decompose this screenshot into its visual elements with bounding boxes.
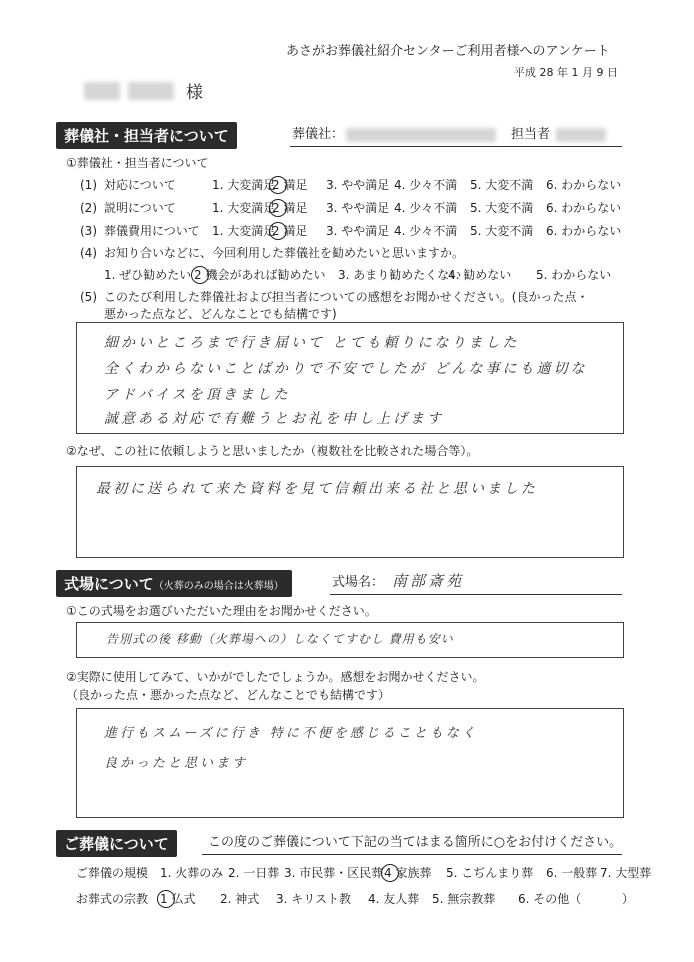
religion-close-paren: ）	[622, 892, 635, 906]
honorific: 様	[186, 83, 203, 103]
section-band-venue	[56, 570, 292, 597]
rating-option: 6. わからない	[546, 201, 622, 215]
rating-option: 1. 大変満足	[212, 178, 276, 192]
rating-option: 2 満足	[272, 178, 308, 192]
q5-text-line1: このたび利用した葬儀社および担当者についての感想をお聞かせください。(良かった点・	[104, 290, 589, 304]
funeral-instruction: この度のご葬儀について下記の当てはまる箇所に○をお付けください。	[208, 835, 623, 850]
venue-band-title: 式場について	[64, 575, 154, 593]
q4-option: 5. わからない	[536, 268, 612, 282]
q5-number: (5)	[80, 290, 97, 304]
rating-row-number: (1)	[80, 178, 97, 192]
rating-row-label: 対応について	[104, 178, 176, 192]
selection-circle	[381, 864, 399, 882]
rating-option: 1. 大変満足	[212, 224, 276, 238]
rating-option: 4. 少々不満	[394, 201, 458, 215]
selection-circle	[269, 176, 287, 194]
religion-option: 6. その他（	[518, 892, 582, 906]
venue-label: 式場名：	[332, 575, 385, 590]
religion-option: 4. 友人葬	[368, 892, 420, 906]
religion-option: 1 仏式	[160, 892, 196, 906]
section-band-funeral-company: 葬儀社・担当者について	[56, 122, 237, 149]
handwritten-answer-line: 全くわからないことばかりで不安でしたが どんな事にも適切な	[104, 361, 588, 377]
q4-option: 4. 勧めない	[448, 268, 512, 282]
company-label: 葬儀社：	[292, 127, 345, 142]
rating-option: 2 満足	[272, 224, 308, 238]
redacted-staff	[556, 128, 606, 142]
section-band-funeral: ご葬儀について	[56, 830, 177, 857]
q4-option: 2 機会があれば勧めたい	[194, 268, 326, 282]
handwritten-answer-line: 最初に送られて来た資料を見て信頼出来る社と思いました	[96, 481, 538, 497]
scale-option: 1. 火葬のみ	[160, 866, 224, 880]
rating-row-number: (3)	[80, 224, 97, 238]
rating-row-label: 説明について	[104, 201, 176, 215]
religion-option: 5. 無宗教葬	[432, 892, 496, 906]
scale-option: 3. 市民葬・区民葬	[284, 866, 384, 880]
q2-why-text: ②なぜ、この社に依頼しようと思いましたか（複数社を比較された場合等）。	[66, 444, 479, 458]
selection-circle	[191, 266, 209, 284]
funeral-religion-label: お葬式の宗教	[76, 892, 149, 906]
redacted-name	[128, 82, 174, 100]
survey-date: 平成 28 年 1 月 9 日	[514, 66, 618, 79]
religion-option: 2. 神式	[220, 892, 260, 906]
survey-title: あさがお葬儀社紹介センターご利用者様へのアンケート	[286, 44, 610, 59]
rating-option: 4. 少々不満	[394, 224, 458, 238]
scale-option: 5. こぢんまり葬	[446, 866, 534, 880]
scale-option: 2. 一日葬	[228, 866, 280, 880]
q1-heading: ①葬儀社・担当者について	[66, 156, 209, 170]
q4-option: 1. ぜひ勧めたい	[104, 268, 192, 282]
handwritten-answer-line: 良かったと思います	[104, 756, 249, 771]
q5-text-line2: 悪かった点など、どんなことでも結構です)	[104, 307, 337, 321]
venue-band-note: （火葬のみの場合は火葬場）	[153, 581, 284, 592]
q4-option: 3. あまり勧めたくない	[338, 268, 462, 282]
rating-row-label: 葬儀費用について	[104, 224, 200, 238]
staff-label: 担当者	[511, 127, 551, 142]
selection-circle	[157, 890, 175, 908]
rating-option: 2 満足	[272, 201, 308, 215]
rating-row-number: (2)	[80, 201, 97, 215]
handwritten-answer-line: アドバイスを頂きました	[104, 387, 291, 403]
venue-q1-text: ①この式場をお選びいただいた理由をお聞かせください。	[66, 604, 377, 618]
rating-option: 3. やや満足	[326, 224, 390, 238]
scale-option: 7. 大型葬	[600, 866, 652, 880]
selection-circle	[269, 222, 287, 240]
rating-option: 5. 大変不満	[470, 224, 534, 238]
venue-name: 南部斎苑	[392, 572, 465, 590]
rating-option: 5. 大変不満	[470, 178, 534, 192]
scale-option: 4 家族葬	[384, 866, 432, 880]
handwritten-answer-line: 進行もスムーズに行き 特に不便を感じることもなく	[104, 726, 478, 741]
venue-q2-line1: ②実際に使用してみて、いかがでしたでしょうか。感想をお聞かせください。	[66, 670, 485, 684]
handwritten-answer-line: 細かいところまで行き届いて とても頼りになりました	[104, 335, 520, 351]
rating-option: 6. わからない	[546, 224, 622, 238]
rating-option: 4. 少々不満	[394, 178, 458, 192]
q4-text: お知り合いなどに、今回利用した葬儀社を勧めたいと思いますか。	[104, 246, 465, 260]
selection-circle	[269, 199, 287, 217]
redacted-company	[346, 128, 496, 142]
rating-option: 3. やや満足	[326, 201, 390, 215]
venue-q2-line2: （良かった点・悪かった点など、どんなことでも結構です）	[66, 688, 391, 702]
rating-option: 1. 大変満足	[212, 201, 276, 215]
handwritten-answer-line: 告別式の後 移動（火葬場への）しなくてすむし 費用も安い	[106, 632, 454, 646]
venue-underline	[330, 594, 622, 595]
instruction-underline	[202, 854, 622, 855]
religion-option: 3. キリスト教	[276, 892, 352, 906]
scale-option: 6. 一般葬	[546, 866, 598, 880]
q4-number: (4)	[80, 246, 97, 260]
company-underline	[290, 146, 622, 147]
rating-option: 5. 大変不満	[470, 201, 534, 215]
funeral-scale-label: ご葬儀の規模	[76, 866, 149, 880]
rating-option: 6. わからない	[546, 178, 622, 192]
handwritten-answer-line: 誠意ある対応で有難うとお礼を申し上げます	[104, 411, 444, 427]
rating-option: 3. やや満足	[326, 178, 390, 192]
redacted-name	[84, 82, 120, 100]
